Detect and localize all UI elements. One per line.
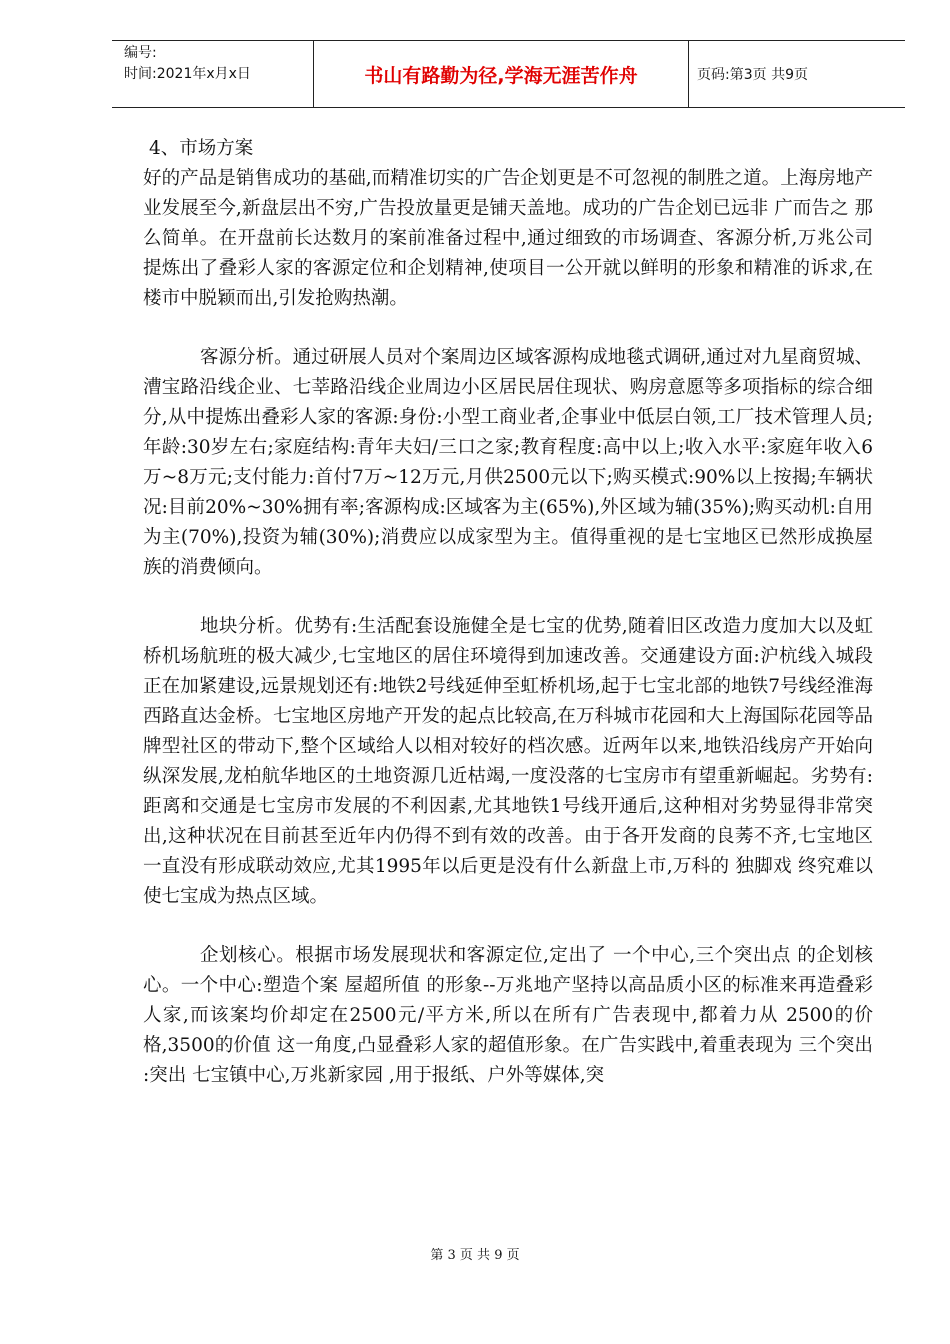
header-meta (112, 41, 314, 107)
page-footer: 第 3 页 共 9 页 (430, 1248, 520, 1263)
document-body (143, 134, 873, 1091)
customer-analysis-paragraph: 客源分析。通过研展人员对个案周边区域客源构成地毯式调研,通过对九星商贸城、漕宝路沿线企业、七莘路沿线企业周边小区居民居住现状、购房意愿等多项指标的综合细分,从中提炼出叠彩人家的客源:身份:小型工商业者,企事业中低层白领,工厂技术管理人员;年龄:30岁左右;家庭结构:青年夫妇/三口之家;教育程度:高中以上;收入水平:家庭年收入6万~8万元;支付能力:首付7万~12万元,月供2500元以下;购买模式:90%以上按揭;车辆状况:目前20%~30%拥有率;客源构成:区域客为主(65%),外区域为辅(35%);购买动机:自用为主(70%),投资为辅(30%);消费应以成家型为主。值得重视的是七宝地区已然形成换屋族的消费倾向。 (143, 347, 873, 578)
header-page-number: 页码:第3页 共9页 (697, 67, 808, 83)
page-header (112, 40, 905, 108)
paragraph-spacer (143, 314, 873, 343)
document-time-label: 时间:2021年x月x日 (124, 66, 251, 82)
paragraph-spacer (143, 912, 873, 941)
paragraph-spacer (143, 583, 873, 612)
document-number-label: 编号: (124, 45, 157, 61)
section-heading: 4、市场方案 (149, 138, 254, 159)
land-analysis-paragraph: 地块分析。优势有:生活配套设施健全是七宝的优势,随着旧区改造力度加大以及虹桥机场航班的极大减少,七宝地区的居住环境得到加速改善。交通建设方面:沪杭线入城段正在加紧建设,远景规划还有:地铁2号线延伸至虹桥机场,起于七宝北部的地铁7号线经淮海西路直达金桥。七宝地区房地产开发的起点比较高,在万科城市花园和大上海国际花园等品牌型社区的带动下,整个区域给人以相对较好的档次感。近两年以来,地铁沿线房产开始向纵深发展,龙柏航华地区的土地资源几近枯竭,一度没落的七宝房市有望重新崛起。劣势有:距离和交通是七宝房市发展的不利因素,尤其地铁1号线开通后,这种相对劣势显得非常突出,这种状况在目前甚至近年内仍得不到有效的改善。由于各开发商的良莠不齐,七宝地区一直没有形成联动效应,尤其1995年以后更是没有什么新盘上市,万科的 独脚戏 终究难以使七宝成为热点区域。 (143, 616, 873, 907)
header-motto: 书山有路勤为径,学海无涯苦作舟 (314, 41, 689, 107)
planning-core-paragraph: 企划核心。根据市场发展现状和客源定位,定出了 一个中心,三个突出点 的企划核心。一个中心:塑造个案 屋超所值 的形象--万兆地产坚持以高品质小区的标准来再造叠彩人家,而该案均价却定在2500元/平方米,所以在所有广告表现中,都着力从 2500的价格,3500的价值 这一角度,凸显叠彩人家的超值形象。在广告实践中,着重表现为 三个突出 :突出 七宝镇中心,万兆新家园 ,用于报纸、户外等媒体,突 (143, 945, 873, 1086)
intro-paragraph: 好的产品是销售成功的基础,而精准切实的广告企划更是不可忽视的制胜之道。上海房地产业发展至今,新盘层出不穷,广告投放量更是铺天盖地。成功的广告企划已远非 广而告之 那么简单。在开盘前长达数月的案前准备过程中,通过细致的市场调查、客源分析,万兆公司提炼出了叠彩人家的客源定位和企划精神,使项目一公开就以鲜明的形象和精准的诉求,在楼市中脱颖而出,引发抢购热潮。 (143, 168, 873, 309)
